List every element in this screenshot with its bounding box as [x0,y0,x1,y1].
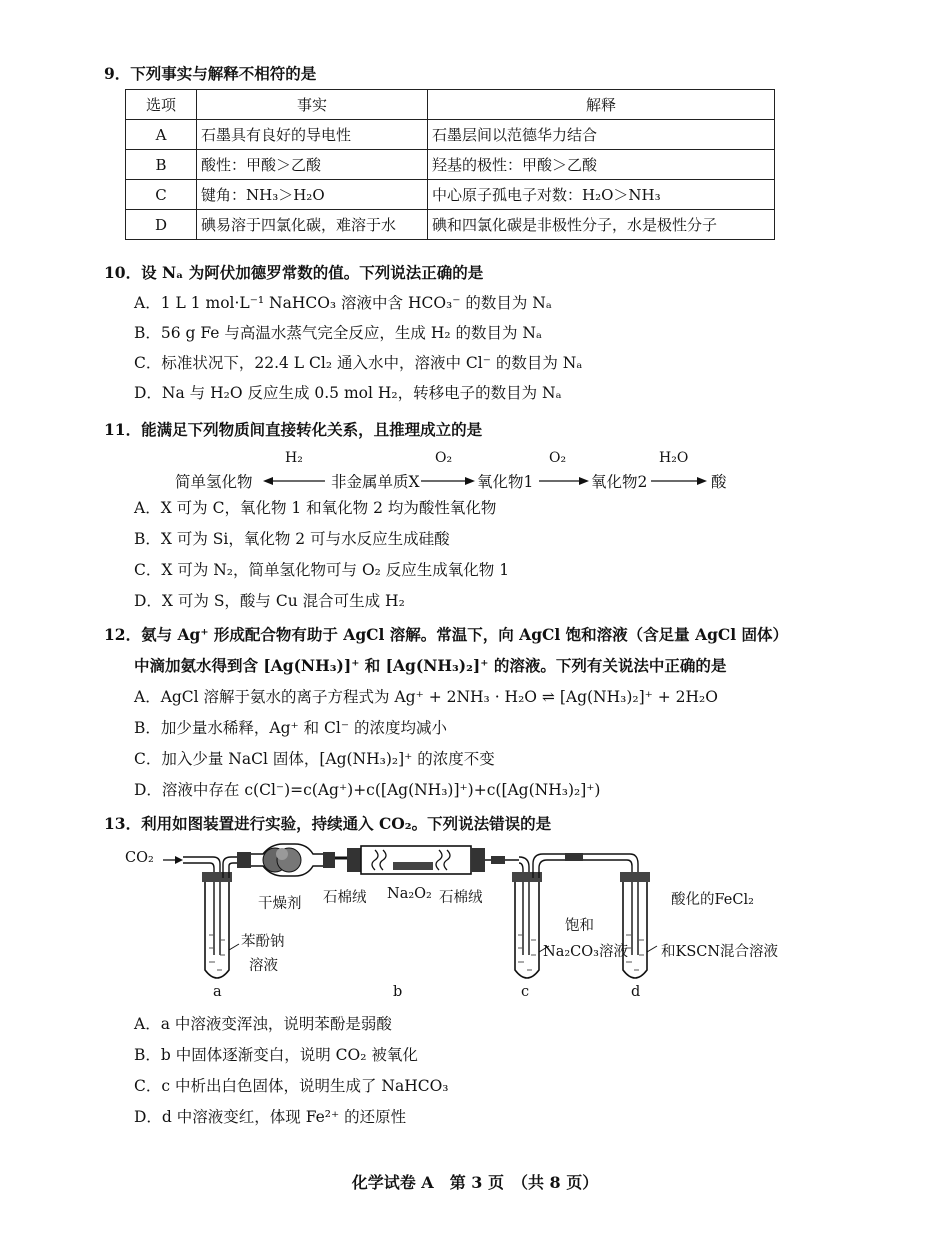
cell-fact: 碘易溶于四氯化碳，难溶于水 [197,210,428,240]
q12-option-b: B．加少量水稀释，Ag⁺ 和 Cl⁻ 的浓度均减小 [134,719,447,737]
q10-option-c: C．标准状况下，22.4 L Cl₂ 通入水中，溶液中 Cl⁻ 的数目为 Nₐ [134,354,583,372]
chain-o2-b: O₂ [549,450,567,466]
q11-option-b: B．X 可为 Si，氧化物 2 可与水反应生成硅酸 [134,530,450,548]
q9-stem: 9．下列事实与解释不相符的是 [104,64,317,83]
table-row [126,150,775,180]
cell-explanation: 羟基的极性：甲酸＞乙酸 [428,150,775,180]
label-na2co3: Na₂CO₃溶液 [543,944,628,960]
chain-o2-a: O₂ [435,450,453,466]
q12-stem-line1: 12．氨与 Ag⁺ 形成配合物有助于 AgCl 溶解。常温下，向 AgCl 饱和溶液（含足量 AgCl 固体） [104,625,789,644]
cell-option: D [126,210,197,240]
label-co2: CO₂ [125,850,154,866]
header-explanation: 解释 [428,90,775,120]
q10-option-b: B．56 g Fe 与高温水蒸气完全反应，生成 H₂ 的数目为 Nₐ [134,324,542,342]
q12-stem-line2: 中滴加氨水得到含 [Ag(NH₃)]⁺ 和 [Ag(NH₃)₂]⁺ 的溶液。下列有关说法中正确的是 [134,656,727,675]
cell-option: C [126,180,197,210]
q11-conversion-chain [175,452,735,492]
label-c: c [521,984,530,1000]
chain-oxide1: 氧化物1 [477,473,534,491]
cell-explanation: 中心原子孤电子对数：H₂O＞NH₃ [428,180,775,210]
chain-hydride: 简单氢化物 [175,473,253,491]
cell-fact: 石墨具有良好的导电性 [197,120,428,150]
chain-h2o: H₂O [659,450,689,466]
q13-option-c: C．c 中析出白色固体，说明生成了 NaHCO₃ [134,1077,449,1095]
q12-option-a: A．AgCl 溶解于氨水的离子方程式为 Ag⁺ + 2NH₃ · H₂O ⇌ [Ag(NH₃)₂]⁺ + 2H₂O [134,688,718,706]
label-solution: 溶液 [249,958,278,974]
apparatus-drawing [125,840,805,1010]
q13-option-d: D．d 中溶液变红，体现 Fe²⁺ 的还原性 [134,1108,407,1126]
table-row [126,180,775,210]
page-footer: 化学试卷 A 第 3 页 （共 8 页） [351,1173,599,1192]
q11-stem: 11．能满足下列物质间直接转化关系，且推理成立的是 [104,420,483,439]
arrow-right-icon [539,472,589,488]
label-wool-2: 石棉绒 [439,890,483,906]
q12-option-c: C．加入少量 NaCl 固体，[Ag(NH₃)₂]⁺ 的浓度不变 [134,750,495,768]
table-row [126,210,775,240]
label-saturated: 饱和 [565,918,594,934]
table-row [126,120,775,150]
apparatus-diagram [125,840,805,1010]
chain-oxide2: 氧化物2 [591,473,648,491]
label-wool-1: 石棉绒 [323,890,367,906]
header-fact: 事实 [197,90,428,120]
label-desiccant: 干燥剂 [258,896,302,912]
chain-element: 非金属单质X [331,473,420,491]
label-a: a [213,984,222,1000]
cell-explanation: 碘和四氯化碳是非极性分子，水是极性分子 [428,210,775,240]
chain-acid: 酸 [711,473,727,491]
q9-table [125,89,775,240]
label-b: b [393,984,403,1000]
cell-option: A [126,120,197,150]
q11-option-a: A．X 可为 C，氧化物 1 和氧化物 2 均为酸性氧化物 [134,499,497,517]
cell-option: B [126,150,197,180]
label-kscn: 和KSCN混合溶液 [661,944,779,960]
q12-option-d: D．溶液中存在 c(Cl⁻)=c(Ag⁺)+c([Ag(NH₃)]⁺)+c([Ag(NH₃)₂]⁺) [134,781,601,799]
cell-fact: 键角：NH₃＞H₂O [197,180,428,210]
q13-option-b: B．b 中固体逐渐变白，说明 CO₂ 被氧化 [134,1046,418,1064]
arrow-right-icon [421,472,475,488]
label-d: d [631,984,641,1000]
arrow-left-icon [263,472,327,488]
label-na2o2: Na₂O₂ [387,886,432,902]
q13-stem: 13．利用如图装置进行实验，持续通入 CO₂。下列说法错误的是 [104,814,552,833]
cell-explanation: 石墨层间以范德华力结合 [428,120,775,150]
label-phenolate: 苯酚钠 [241,934,285,950]
arrow-right-icon [651,472,707,488]
q10-option-d: D．Na 与 H₂O 反应生成 0.5 mol H₂，转移电子的数目为 Nₐ [134,384,562,402]
q11-option-c: C．X 可为 N₂，简单氢化物可与 O₂ 反应生成氧化物 1 [134,561,510,579]
table-header-row [126,90,775,120]
cell-fact: 酸性：甲酸＞乙酸 [197,150,428,180]
q13-option-a: A．a 中溶液变浑浊，说明苯酚是弱酸 [134,1015,392,1033]
header-option: 选项 [126,90,197,120]
q11-option-d: D．X 可为 S，酸与 Cu 混合可生成 H₂ [134,592,405,610]
q10-option-a: A．1 L 1 mol·L⁻¹ NaHCO₃ 溶液中含 HCO₃⁻ 的数目为 Nₐ [134,294,552,312]
chain-h2: H₂ [285,450,303,466]
q10-stem: 10．设 Nₐ 为阿伏加德罗常数的值。下列说法正确的是 [104,263,484,282]
label-acidified-fecl2: 酸化的FeCl₂ [671,892,754,908]
